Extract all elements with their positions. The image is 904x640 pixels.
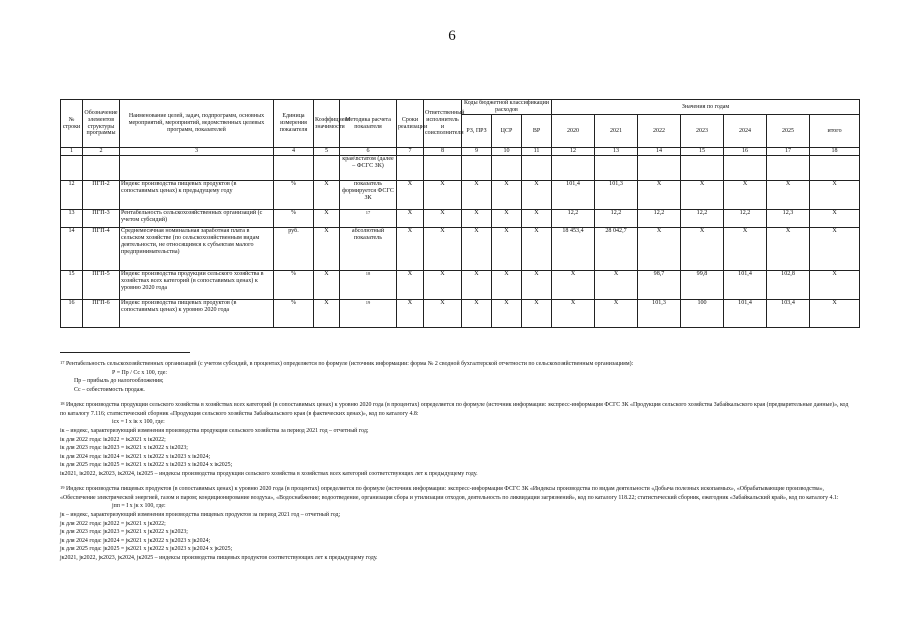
footnote-line: iк – индекс, характеризующий изменения производства продукции сельского хозяйства за период 2021 год – отчетный год;: [60, 427, 369, 434]
row-cell: X: [522, 271, 552, 300]
footnote-17: [60, 360, 853, 369]
col-number: 1: [61, 148, 83, 156]
row-total: X: [810, 271, 860, 300]
row-value: X: [552, 300, 595, 328]
col-number: 8: [424, 148, 462, 156]
row-value: X: [552, 271, 595, 300]
header-csr: ЦСР: [492, 115, 522, 148]
row-value: 12,2: [595, 210, 638, 228]
col-number: 3: [120, 148, 274, 156]
row-cell: X: [397, 181, 424, 210]
footnote-line: iк для 2022 года: iк2022 = iк2021 x iк2022;: [60, 436, 166, 443]
row-value: X: [767, 181, 810, 210]
header-year: 2023: [681, 115, 724, 148]
header-row-no: № строки: [61, 100, 83, 148]
footnote-text: Индекс производства продукции сельского хозяйства в хозяйствах всех категорий (в сопоставимых ценах) к уровню 2020 года (в процентах) определяется по формуле (источник информации: экспресс-информация ФСГС ЗК «Продукция сельского хозяйства Забайкальского края (предварительные данные)», код по каталогу 7.116; статистический сборник «Продукция сельского хозяйства Забайкальского края (в фактических ценах)», код по каталогу 4.8:: [60, 402, 849, 417]
row-value: 18 453,4: [552, 228, 595, 271]
indicators-table: [60, 99, 860, 328]
col-number: 12: [552, 148, 595, 156]
col-number: 11: [522, 148, 552, 156]
row-value: 103,4: [767, 300, 810, 328]
carry-over-row: [61, 156, 860, 181]
row-name: Рентабельность сельскохозяйственных организаций (с учетом субсидий): [120, 210, 274, 228]
row-cell: X: [522, 300, 552, 328]
footnote-ref-19: 19: [365, 300, 371, 305]
row-value: 101,4: [724, 271, 767, 300]
row-value: 101,3: [638, 300, 681, 328]
row-value: X: [595, 271, 638, 300]
row-value: X: [681, 181, 724, 210]
row-name: Индекс производства пищевых продуктов (в сопоставимых ценах) к уровню 2020 года: [120, 300, 274, 328]
col-number: 7: [397, 148, 424, 156]
footnotes: [60, 360, 853, 562]
row-value: X: [595, 300, 638, 328]
row-value: 28 042,7: [595, 228, 638, 271]
footnote-line: Пр – прибыль до налогообложения;: [74, 378, 164, 385]
row-number: 16: [61, 300, 83, 328]
header-designation: Обозначение элементов структуры программы: [83, 100, 120, 148]
row-cell: X: [397, 210, 424, 228]
row-cell: X: [492, 210, 522, 228]
row-value: 12,2: [724, 210, 767, 228]
col-number: 9: [462, 148, 492, 156]
row-code: ПГП-3: [83, 210, 120, 228]
row-unit: %: [274, 271, 314, 300]
header-year: итого: [810, 115, 860, 148]
row-value: 99,8: [681, 271, 724, 300]
row-total: X: [810, 210, 860, 228]
row-method: абсолютный показатель: [340, 228, 397, 271]
row-cell: X: [424, 181, 462, 210]
row-unit: %: [274, 300, 314, 328]
header-vr: ВР: [522, 115, 552, 148]
footnote-text: Рентабельность сельскохозяйственных организаций (с учетом субсидий, в процентах) определяется по формуле (источник информации: форма № 2 сводной бухгалтерской отчетности по сельскохозяйственным организациям):: [65, 361, 634, 367]
row-total: X: [810, 228, 860, 271]
footnote-line: jк2021, jк2022, jк2023, jк2024, jк2025 – индексы производства пищевых продуктов соответствующих лет к предыдущему году.: [60, 554, 378, 561]
row-code: ПГП-4: [83, 228, 120, 271]
row-method: [340, 300, 397, 328]
col-number: 5: [314, 148, 340, 156]
row-value: 101,4: [552, 181, 595, 210]
footnote-marker: 19: [60, 485, 65, 491]
row-unit: руб.: [274, 228, 314, 271]
footnote-18: [60, 401, 853, 418]
footnote-line: jк для 2024 года: jк2024 = jк2021 x jк2022 x jк2023 x jк2024;: [60, 537, 211, 544]
header-name: Наименование целей, задач, подпрограмм, основных мероприятий, мероприятий, ведомственных целевых программ, показателей: [120, 100, 274, 148]
footnote-marker: 18: [60, 401, 65, 407]
row-value: 101,4: [724, 300, 767, 328]
footnote-text: Индекс производства пищевых продуктов (в сопоставимых ценах) к уровню 2020 года (в процентах) определяется по формуле (источник информации: экспресс-информация ФСГС ЗК «Индексы производства по видам деятельности «Добыча полезных ископаемых», «Обрабатывающие производства», «Обеспечение электрической энергией, газом и паром; кондиционирование воздуха», «Водоснабжение; водоотведение, организация сбора и утилизации отходов, деятельность по ликвидации загрязнений», код по каталогу 118.22; статистический сборник, ежегодник «Забайкальский край», код по каталогу 4.1:: [60, 486, 839, 501]
row-value: 98,7: [638, 271, 681, 300]
header-year: 2020: [552, 115, 595, 148]
header-terms: Сроки реализации: [397, 100, 424, 148]
row-code: ПГП-6: [83, 300, 120, 328]
row-name: Среднемесячная номинальная заработная плата в сельском хозяйстве (по сельскохозяйственным видам деятельности, не относящимся к субъектам малого предпринимательства): [120, 228, 274, 271]
footnote-formula: jпп = I x jк x 100, где:: [112, 503, 166, 510]
footnote-line: iк для 2025 года: iк2025 = iк2021 x iк2022 x iк2023 x iк2024 x iк2025;: [60, 462, 233, 469]
table-row: [61, 300, 860, 328]
col-number: 4: [274, 148, 314, 156]
row-cell: X: [522, 181, 552, 210]
col-number: 18: [810, 148, 860, 156]
row-total: X: [810, 300, 860, 328]
row-name: Индекс производства продукции сельского хозяйства в хозяйствах всех категорий (в сопоставимых ценах) к уровню 2020 года: [120, 271, 274, 300]
footnote-separator: [60, 352, 190, 353]
row-value: X: [724, 181, 767, 210]
footnote-ref-17: 17: [365, 210, 371, 215]
row-cell: X: [397, 300, 424, 328]
row-cell: X: [492, 181, 522, 210]
header-budget-codes: Коды бюджетной классификации расходов: [462, 100, 552, 115]
row-cell: X: [492, 271, 522, 300]
row-cell: X: [492, 300, 522, 328]
row-code: ПГП-2: [83, 181, 120, 210]
row-coef: X: [314, 300, 340, 328]
header-year: 2022: [638, 115, 681, 148]
table-row: [61, 271, 860, 300]
footnote-marker: 17: [60, 360, 65, 365]
row-value: 101,3: [595, 181, 638, 210]
row-method: [340, 210, 397, 228]
row-cell: X: [522, 228, 552, 271]
table-row: [61, 228, 860, 271]
row-value: X: [638, 181, 681, 210]
header-coef: Коэффициент значимости: [314, 100, 340, 148]
footnote-line: jк – индекс, характеризующий изменения производства пищевых продуктов за период 2021 год – отчетный год;: [60, 512, 341, 518]
col-number: 6: [340, 148, 397, 156]
col-number: 10: [492, 148, 522, 156]
footnote-line: iк2021, iк2022, iк2023, iк2024, iк2025 – индексы производства продукции сельского хозяйства в хозяйствах всех категорий соответствующих лет к предыдущему году.: [60, 470, 478, 477]
row-coef: X: [314, 228, 340, 271]
row-cell: X: [397, 228, 424, 271]
row-value: 102,8: [767, 271, 810, 300]
row-value: X: [767, 228, 810, 271]
footnote-19: [60, 485, 853, 502]
row-coef: X: [314, 181, 340, 210]
row-cell: X: [462, 181, 492, 210]
col-number: 13: [595, 148, 638, 156]
col-number: 17: [767, 148, 810, 156]
row-cell: X: [424, 210, 462, 228]
header-rz: РЗ, ПРЗ: [462, 115, 492, 148]
row-cell: X: [424, 228, 462, 271]
row-unit: %: [274, 210, 314, 228]
table-row: [61, 181, 860, 210]
header-unit: Единица измерения показателя: [274, 100, 314, 148]
footnote-line: jк для 2025 года: jк2025 = jк2021 x jк2022 x jк2023 x jк2024 x jк2025;: [60, 546, 233, 553]
header-executors: Ответственный исполнитель и соисполнители: [424, 100, 462, 148]
row-cell: X: [462, 210, 492, 228]
row-cell: X: [492, 228, 522, 271]
row-cell: X: [462, 228, 492, 271]
row-unit: %: [274, 181, 314, 210]
carry-over-text: края\nстатом (далее – ФСГС ЗК): [340, 156, 397, 181]
row-name: Индекс производства пищевых продуктов (в сопоставимых ценах) к предыдущему году: [120, 181, 274, 210]
header-year: 2025: [767, 115, 810, 148]
row-value: 12,3: [767, 210, 810, 228]
footnote-line: Сс – себестоимость продаж.: [74, 386, 145, 393]
row-value: X: [681, 228, 724, 271]
col-number: 2: [83, 148, 120, 156]
row-cell: X: [397, 271, 424, 300]
row-value: 12,2: [552, 210, 595, 228]
row-number: 14: [61, 228, 83, 271]
header-method: Методика расчета показателя: [340, 100, 397, 148]
footnote-ref-18: 18: [365, 271, 371, 276]
row-cell: X: [424, 300, 462, 328]
row-coef: X: [314, 210, 340, 228]
col-number: 15: [681, 148, 724, 156]
col-number: 14: [638, 148, 681, 156]
row-code: ПГП-5: [83, 271, 120, 300]
row-method: [340, 271, 397, 300]
row-coef: X: [314, 271, 340, 300]
page-number: 6: [448, 28, 456, 44]
row-value: 100: [681, 300, 724, 328]
row-cell: X: [462, 271, 492, 300]
row-method: показатель формируется ФСГС ЗК: [340, 181, 397, 210]
row-number: 12: [61, 181, 83, 210]
row-cell: X: [462, 300, 492, 328]
table-row: [61, 210, 860, 228]
footnote-line: iк для 2023 года: iк2023 = iк2021 x iк2022 x iк2023;: [60, 445, 188, 452]
row-cell: X: [424, 271, 462, 300]
header-values-by-year: Значения по годам: [552, 100, 860, 115]
row-cell: X: [522, 210, 552, 228]
row-value: X: [638, 228, 681, 271]
footnote-formula: Р = Пр / Сс x 100, где:: [112, 369, 167, 376]
row-number: 15: [61, 271, 83, 300]
header-year: 2021: [595, 115, 638, 148]
row-value: 12,2: [638, 210, 681, 228]
row-total: X: [810, 181, 860, 210]
column-numbers-row: [61, 148, 860, 156]
footnote-line: jк для 2023 года: jк2023 = jк2021 x jк2022 x jк2023;: [60, 529, 188, 536]
footnote-line: jк для 2022 года: jк2022 = jк2021 x jк2022;: [60, 520, 166, 527]
footnote-line: iк для 2024 года: iк2024 = iк2021 x iк2022 x iк2023 x iк2024;: [60, 453, 211, 460]
footnote-formula: iсх = I x iк x 100, где:: [112, 419, 165, 426]
row-value: 12,2: [681, 210, 724, 228]
row-value: X: [724, 228, 767, 271]
row-number: 13: [61, 210, 83, 228]
header-year: 2024: [724, 115, 767, 148]
col-number: 16: [724, 148, 767, 156]
